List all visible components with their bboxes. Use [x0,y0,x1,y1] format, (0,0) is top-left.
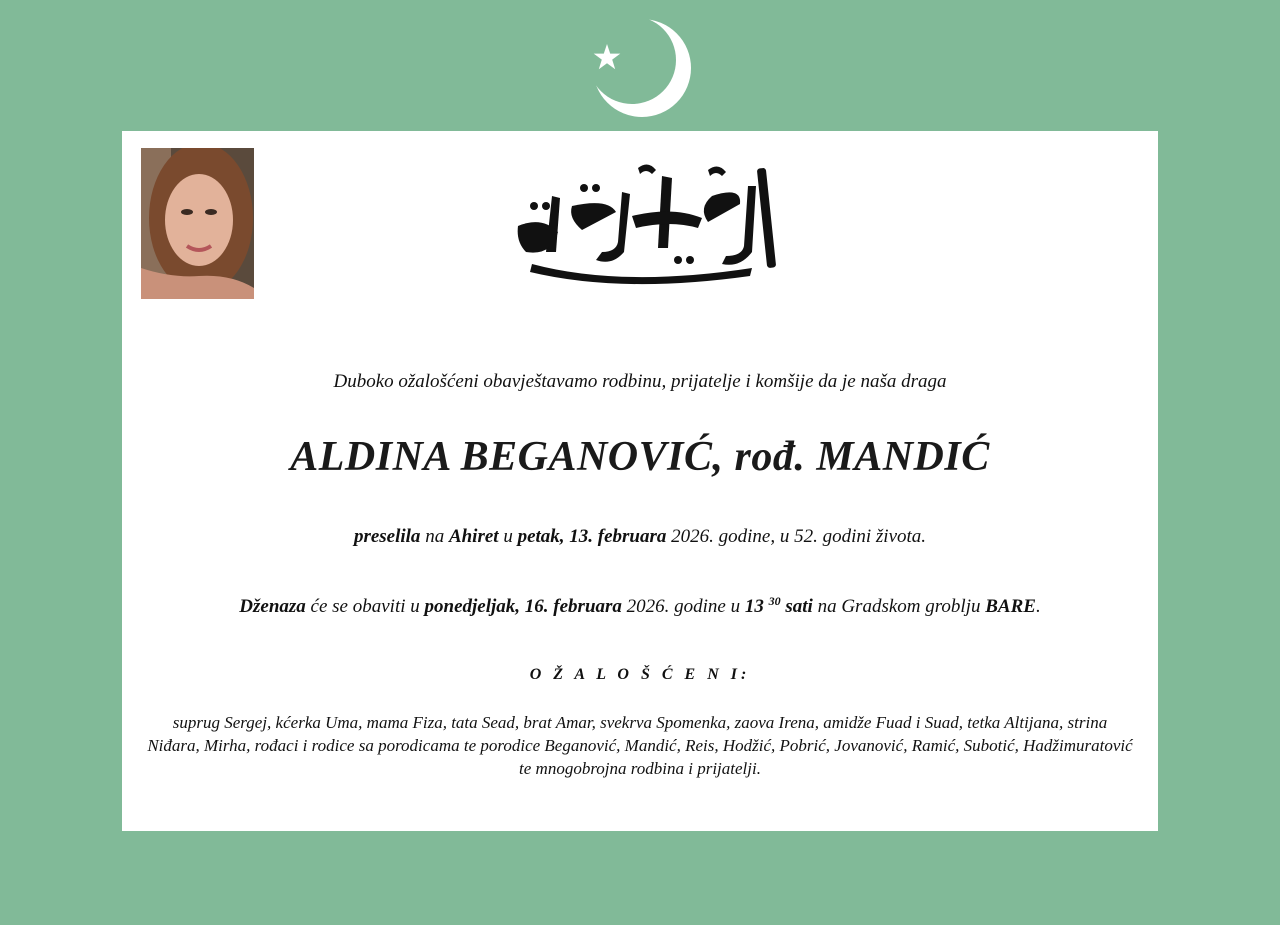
funeral-hour: 13 [744,596,764,617]
funeral-place: BARE [985,596,1036,617]
mourners-title: O Ž A L O Š Ć E N I: [529,666,751,683]
mourners-list: suprug Sergej, kćerka Uma, mama Fiza, tata Sead, brat Amar, svekrva Spomenka, zaova Irena, amidže Fuad i Suad, tetka Altijana, strina Niđara, Mirha, rođaci i rodice sa porodicama te porodice Beganović, Mandić, Reis, Hodžić, Pobrić, Jovanović, Ramić, Subotić, Hadžimuratović te mnogobrojna rodbina i prijatelji. [147,713,1133,778]
crescent-star-icon [586,16,696,122]
funeral-w1: Dženaza [239,596,306,617]
funeral-w3: sati [785,596,813,617]
funeral-t1: će se obaviti u [305,596,425,617]
funeral-date: ponedjeljak, 16. februara [424,596,622,617]
death-w2: Ahiret [448,526,499,547]
death-w1: preselila [353,526,421,547]
death-date: petak, 13. februara [517,526,667,547]
death-t1: na [420,526,449,547]
arabic-calligraphy [512,156,782,291]
death-t2: u [498,526,518,547]
obituary-card [122,131,1158,831]
intro-text: Duboko ožalošćeni obavještavamo rodbinu, prijatelje i komšije da je naša draga [333,371,947,392]
funeral-t2: 2026. godine u [621,596,745,617]
funeral-t3: na Gradskom groblju [812,596,986,617]
funeral-announcement [122,594,1158,618]
death-announcement [122,526,1158,548]
deceased-name: ALDINA BEGANOVIĆ, rođ. MANDIĆ [290,434,990,480]
death-t3: 2026. godine, u 52. godini života. [666,526,927,547]
portrait-photo [141,148,254,299]
funeral-minutes: 30 [768,594,781,608]
funeral-t4: . [1035,596,1041,617]
